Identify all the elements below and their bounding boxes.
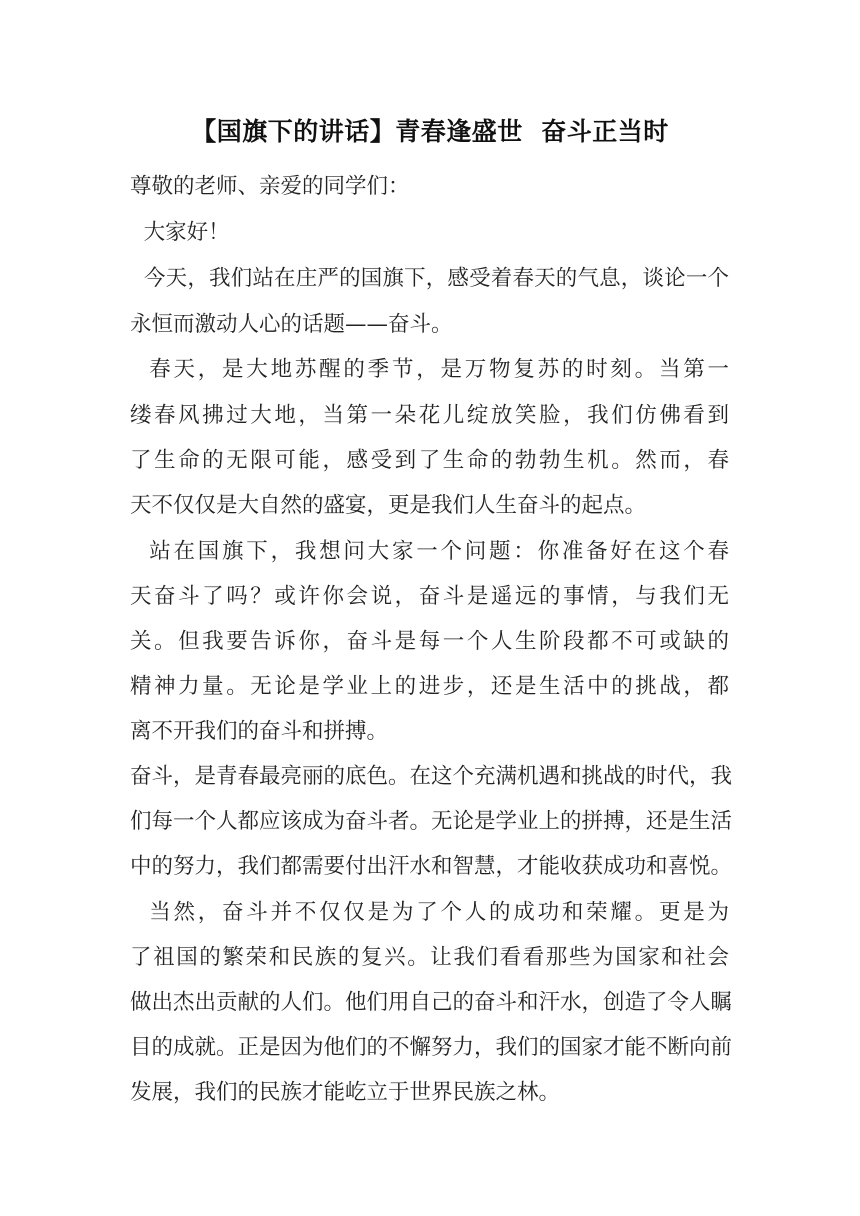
paragraph-line: 当然，奋斗并不仅仅是为了个人的成功和荣耀。更是为 xyxy=(130,900,729,925)
paragraph-line: 天不仅仅是大自然的盛宴，更是我们人生奋斗的起点。 xyxy=(130,493,647,518)
paragraph-line: 缕春风拂过大地，当第一朵花儿绽放笑脸，我们仿佛看到 xyxy=(130,403,729,428)
paragraph-line: 们每一个人都应该成为奋斗者。无论是学业上的拼搏，还是生活 xyxy=(130,809,733,834)
paragraph-line: 天奋斗了吗？或许你会说，奋斗是遥远的事情，与我们无 xyxy=(130,584,729,609)
paragraph-line: 了祖国的繁荣和民族的复兴。让我们看看那些为国家和社会 xyxy=(130,945,729,970)
greeting-line: 大家好！ xyxy=(130,220,230,245)
paragraph-line: 今天，我们站在庄严的国旗下，感受着春天的气息，谈论一个 xyxy=(130,266,729,291)
document-title: 【国旗下的讲话】青春逢盛世 奋斗正当时 xyxy=(191,117,669,146)
paragraph-line: 目的成就。正是因为他们的不懈努力，我们的国家才能不断向前 xyxy=(130,1035,733,1060)
paragraph-line: 中的努力，我们都需要付出汗水和智慧，才能收获成功和喜悦。 xyxy=(130,854,733,879)
paragraph-line: 精神力量。无论是学业上的进步，还是生活中的挑战，都 xyxy=(130,674,729,699)
paragraph-line: 离不开我们的奋斗和拼搏。 xyxy=(130,719,389,744)
paragraph-line: 奋斗，是青春最亮丽的底色。在这个充满机遇和挑战的时代，我 xyxy=(130,764,733,789)
paragraph-line: 关。但我要告诉你，奋斗是每一个人生阶段都不可或缺的 xyxy=(130,629,729,654)
paragraph-line: 站在国旗下，我想问大家一个问题：你准备好在这个春 xyxy=(130,539,729,564)
paragraph-line: 了生命的无限可能，感受到了生命的勃勃生机。然而，春 xyxy=(130,448,729,473)
paragraph-line: 发展，我们的民族才能屹立于世界民族之林。 xyxy=(130,1080,561,1105)
paragraph-line: 做出杰出贡献的人们。他们用自己的奋斗和汗水，创造了令人瞩 xyxy=(130,990,733,1015)
paragraph-line: 春天，是大地苏醒的季节，是万物复苏的时刻。当第一 xyxy=(130,357,729,382)
salutation-line: 尊敬的老师、亲爱的同学们： xyxy=(130,174,410,199)
paragraph-line: 永恒而激动人心的话题——奋斗。 xyxy=(130,312,453,337)
